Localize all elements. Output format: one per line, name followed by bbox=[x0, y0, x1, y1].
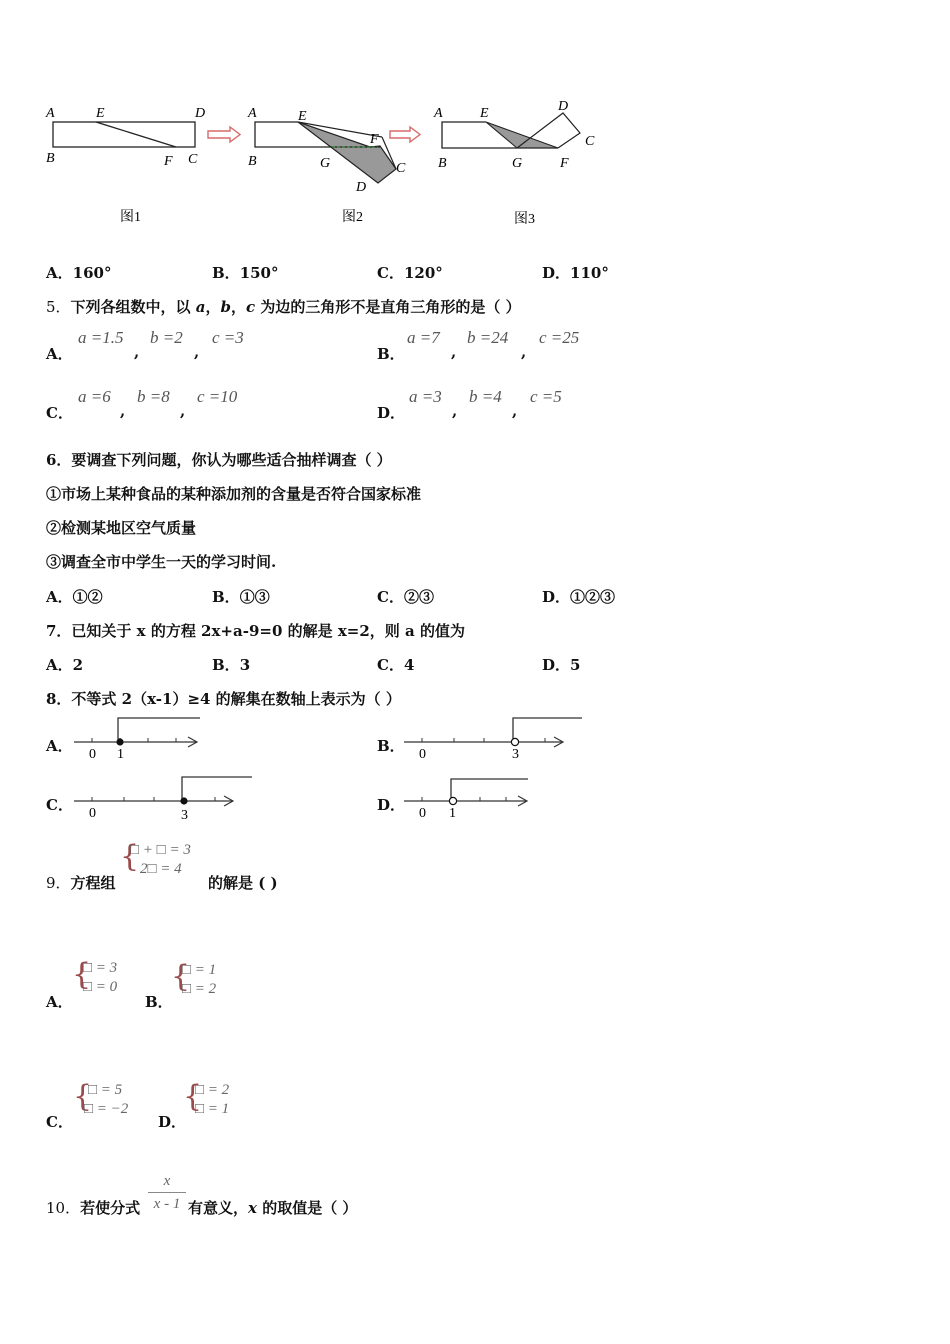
fig3-label-C: C bbox=[585, 134, 595, 149]
fig1-caption: 图1 bbox=[120, 210, 141, 225]
number-line-a bbox=[70, 714, 205, 762]
q5-stem: 5．下列各组数中，以 a，b，c 为边的三角形不是直角三角形的是（ ） bbox=[46, 298, 521, 316]
figure-1 bbox=[53, 122, 195, 147]
svg-text:0: 0 bbox=[419, 747, 426, 762]
fig3-label-E: E bbox=[480, 106, 489, 121]
number-line-d bbox=[400, 773, 535, 821]
q6-item-3: ③调查全市中学生一天的学习时间. bbox=[46, 553, 277, 571]
brace-icon: { bbox=[72, 957, 92, 992]
fig2-label-D: D bbox=[356, 180, 367, 195]
number-line-c bbox=[70, 773, 255, 821]
q7-option-a[interactable]: A．2 bbox=[46, 656, 84, 674]
q6-item-2: ②检测某地区空气质量 bbox=[46, 519, 197, 537]
fig2-label-G: G bbox=[320, 156, 331, 171]
fraction: x x - 1 bbox=[148, 1172, 186, 1213]
q7-option-b[interactable]: B．3 bbox=[212, 656, 251, 674]
fig2-caption: 图2 bbox=[342, 210, 363, 225]
fig1-label-E: E bbox=[96, 106, 105, 121]
q6-option-a[interactable]: A．①② bbox=[46, 588, 103, 606]
q6-item-1: ①市场上某种食品的某种添加剂的含量是否符合国家标准 bbox=[46, 485, 422, 503]
folding-figure bbox=[40, 95, 610, 235]
q7-stem: 7．已知关于 x 的方程 2x+a-9=0 的解是 x=2，则 a 的值为 bbox=[46, 622, 465, 640]
svg-text:1: 1 bbox=[449, 806, 456, 821]
svg-text:0: 0 bbox=[89, 747, 96, 762]
fig1-label-B: B bbox=[46, 151, 55, 166]
fig3-caption: 图3 bbox=[514, 212, 535, 227]
fig3-label-F: F bbox=[560, 156, 569, 171]
q6-option-c[interactable]: C．②③ bbox=[377, 588, 434, 606]
arrow-right-icon bbox=[208, 127, 240, 142]
q9-system: □ + □ = 3 2□ = 4 bbox=[130, 842, 191, 877]
q4-option-a[interactable]: A．160° bbox=[46, 264, 112, 282]
brace-icon: { bbox=[120, 839, 140, 874]
brace-icon: { bbox=[171, 959, 191, 994]
q4-option-d[interactable]: D．110° bbox=[542, 264, 609, 282]
q6-stem: 6．要调查下列问题，你认为哪些适合抽样调查（ ） bbox=[46, 451, 392, 469]
q7-option-c[interactable]: C．4 bbox=[377, 656, 415, 674]
fig3-label-G: G bbox=[512, 156, 523, 171]
svg-text:3: 3 bbox=[181, 808, 188, 821]
q6-option-d[interactable]: D．①②③ bbox=[542, 588, 616, 606]
number-line-b bbox=[400, 714, 585, 762]
fig3-label-B: B bbox=[438, 156, 447, 171]
svg-text:1: 1 bbox=[117, 747, 124, 762]
q7-option-d[interactable]: D．5 bbox=[542, 656, 581, 674]
fig2-label-A: A bbox=[248, 106, 257, 121]
svg-text:0: 0 bbox=[89, 806, 96, 821]
fig2-label-E: E bbox=[298, 109, 307, 124]
brace-icon: { bbox=[183, 1079, 203, 1114]
arrow-right-icon bbox=[390, 127, 420, 142]
q4-option-c[interactable]: C．120° bbox=[377, 264, 443, 282]
fig1-label-F: F bbox=[164, 154, 173, 169]
fig2-label-B: B bbox=[248, 154, 257, 169]
figure-3 bbox=[442, 113, 580, 148]
fig1-label-A: A bbox=[46, 106, 55, 121]
svg-text:3: 3 bbox=[512, 747, 519, 762]
q8-stem: 8．不等式 2（x-1）≥4 的解集在数轴上表示为（ ） bbox=[46, 690, 401, 708]
fig1-label-D: D bbox=[195, 106, 206, 121]
fig3-label-A: A bbox=[434, 106, 443, 121]
q4-option-b[interactable]: B．150° bbox=[212, 264, 279, 282]
fig2-label-F: F bbox=[370, 132, 379, 147]
fig3-label-D: D bbox=[558, 99, 569, 114]
fig2-label-C: C bbox=[396, 161, 406, 176]
q6-option-b[interactable]: B．①③ bbox=[212, 588, 270, 606]
brace-icon: { bbox=[73, 1079, 93, 1114]
svg-text:0: 0 bbox=[419, 806, 426, 821]
fig1-label-C: C bbox=[188, 152, 198, 167]
